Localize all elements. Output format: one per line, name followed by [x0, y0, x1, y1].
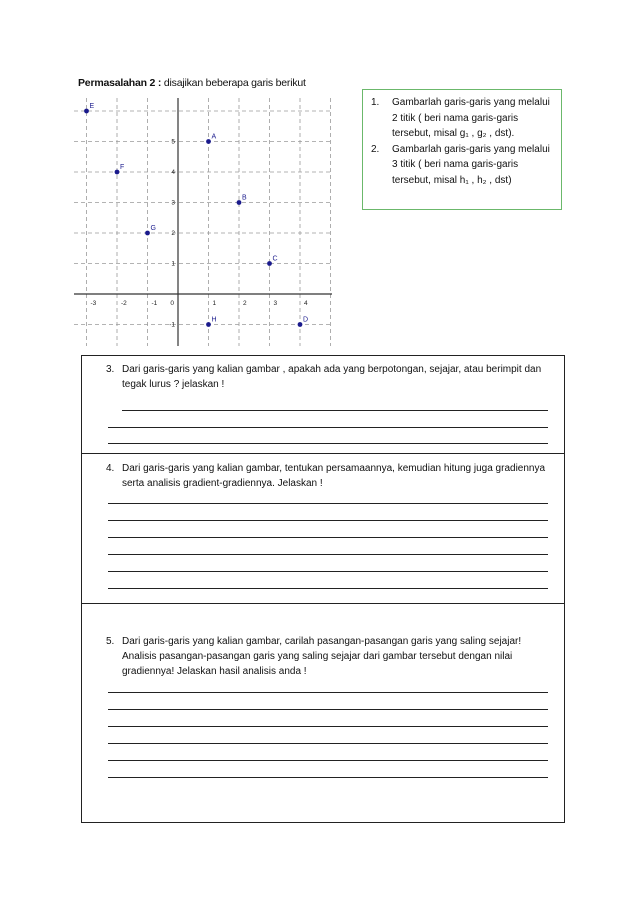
x-tick-label: -2	[121, 300, 127, 307]
answer-line[interactable]	[108, 760, 548, 761]
task-text: Dari garis-garis yang kalian gambar, tentukan persamaannya, kemudian hitung juga gradiennya serta analisis gradient-gradiennya. Jelaskan !	[122, 463, 546, 489]
point-f-marker	[115, 170, 120, 175]
task-question	[106, 362, 546, 392]
instruction-number: 1.	[371, 97, 380, 108]
x-tick-label: 0	[170, 300, 174, 307]
task-number: 4.	[106, 463, 115, 474]
answer-line[interactable]	[108, 743, 548, 744]
task-number: 5.	[106, 636, 115, 647]
answer-line[interactable]	[108, 520, 548, 521]
instruction-item	[371, 95, 553, 142]
point-d-marker	[298, 322, 303, 327]
problem-title: Permasalahan 2 :	[78, 77, 162, 89]
point-a-label: A	[211, 133, 217, 141]
answer-line[interactable]	[122, 410, 548, 411]
instruction-number: 2.	[371, 143, 380, 155]
answer-line[interactable]	[108, 777, 548, 778]
answer-line[interactable]	[108, 726, 548, 727]
y-tick-label: 3	[171, 199, 175, 207]
answer-line[interactable]	[108, 571, 548, 572]
point-b-marker	[237, 200, 242, 205]
x-tick-label: -3	[90, 300, 97, 307]
instructions-box	[362, 89, 562, 210]
y-tick-label: 2	[171, 230, 175, 237]
task-question	[106, 461, 546, 491]
problem-heading	[78, 77, 306, 89]
point-h-marker	[206, 322, 211, 327]
task-cell-5	[82, 603, 564, 822]
answer-line[interactable]	[108, 692, 548, 693]
point-g-label: G	[150, 225, 156, 232]
point-c-label: C	[272, 255, 278, 263]
instruction-item	[371, 142, 553, 189]
answer-line[interactable]	[108, 709, 548, 710]
point-e-marker	[84, 109, 89, 114]
task-number: 3.	[106, 364, 115, 375]
point-g-marker	[145, 231, 150, 236]
instruction-text: Gambarlah garis-garis yang melalui 3 titik ( beri nama garis-garis tersebut, misal h₁ , h₂ , dst)	[392, 143, 550, 186]
answer-line[interactable]	[108, 503, 548, 504]
point-f-label: F	[120, 164, 125, 171]
task-cell-3	[82, 356, 564, 453]
task-text: Dari garis-garis yang kalian gambar, carilah pasangan-pasangan garis yang saling sejajar! Analisis pasangan-pasangan garis yang saling sejajar dari gambar tersebut dengan nilai gradiennya! Jelaskan hasil analisis anda !	[122, 636, 522, 677]
answer-line[interactable]	[108, 427, 548, 428]
x-tick-label: 1	[212, 300, 217, 307]
y-tick-label: 5	[171, 138, 175, 146]
answer-line[interactable]	[108, 443, 548, 444]
coordinate-grid	[74, 96, 334, 348]
y-tick-label: 4	[171, 169, 175, 176]
x-tick-label: 3	[273, 300, 278, 307]
answer-line[interactable]	[108, 588, 548, 589]
x-tick-label: -1	[151, 300, 158, 307]
task-question	[106, 634, 546, 679]
problem-subtitle: disajikan beberapa garis berikut	[161, 77, 306, 89]
answer-line[interactable]	[108, 537, 548, 538]
point-e-label: E	[89, 103, 95, 110]
point-d-label: D	[303, 316, 309, 324]
point-b-label: B	[242, 194, 247, 202]
y-tick-label: 1	[171, 260, 175, 268]
tasks-table	[81, 355, 565, 823]
x-tick-label: 4	[304, 300, 308, 307]
point-c-marker	[267, 261, 272, 266]
task-text: Dari garis-garis yang kalian gambar , apakah ada yang berpotongan, sejajar, atau berimpit dan tegak lurus ? jelaskan !	[122, 364, 542, 390]
instruction-text: Gambarlah garis-garis yang melalui 2 titik ( beri nama garis-garis tersebut, misal g₁ , g₂ , dst).	[392, 97, 550, 139]
task-cell-4	[82, 453, 564, 603]
point-h-label: H	[211, 316, 217, 324]
x-tick-label: 2	[243, 300, 247, 307]
y-tick-label: -1	[169, 321, 175, 329]
point-a-marker	[206, 139, 211, 144]
answer-line[interactable]	[108, 554, 548, 555]
